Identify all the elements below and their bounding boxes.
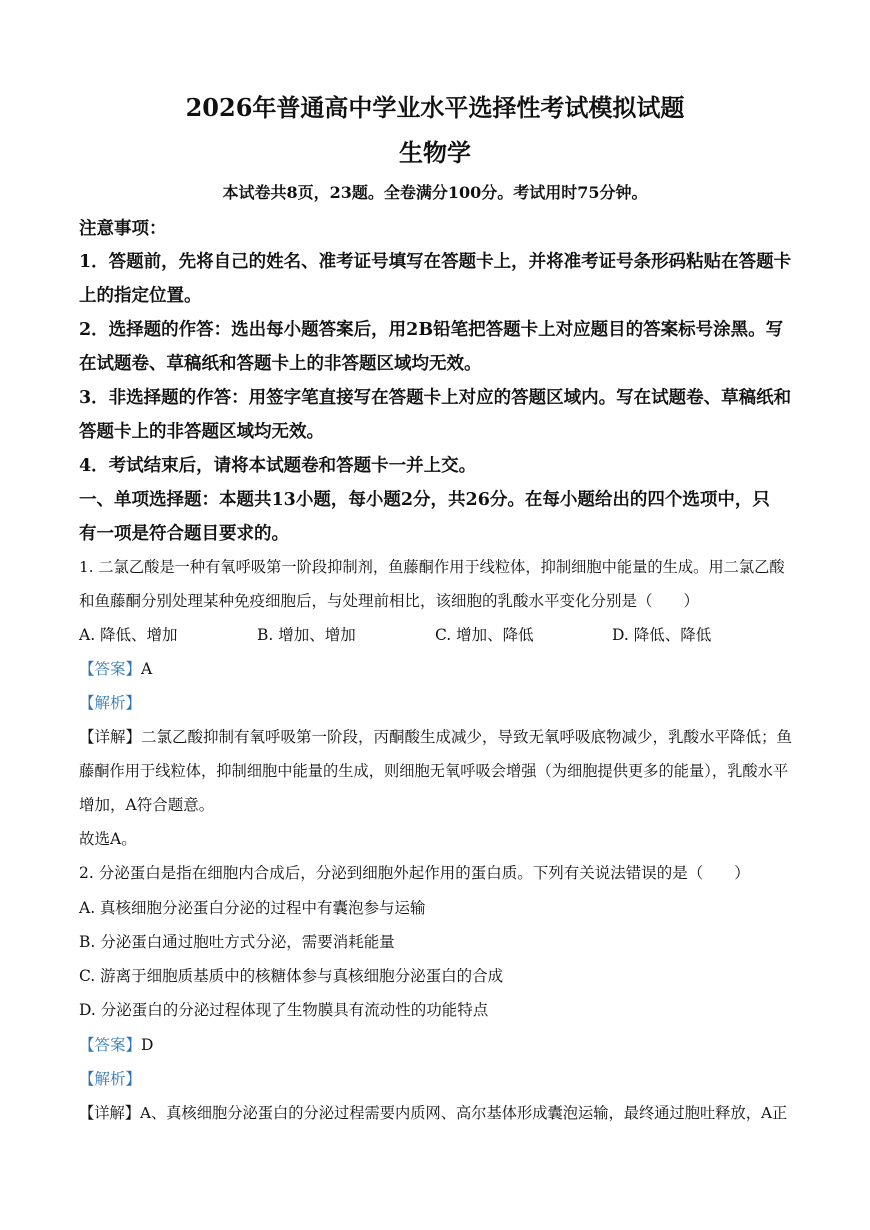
q1-stem-line: 1. 二氯乙酸是一种有氧呼吸第一阶段抑制剂，鱼藤酮作用于线粒体，抑制细胞中能量的生成。用二氯乙酸 [79,558,785,576]
detail-tag: 【详解】 [79,1104,140,1122]
notice-line: 3．非选择题的作答：用签字笔直接写在答题卡上对应的答题区域内。写在试题卷、草稿纸和 [79,388,792,408]
q2-option-b: B. 分泌蛋白通过胞吐方式分泌，需要消耗能量 [79,933,395,951]
q1-option-c: C. 增加、降低 [435,626,534,644]
notice-line: 在试题卷、草稿纸和答题卡上的非答题区域均无效。 [79,354,482,374]
notice-line: 答题卡上的非答题区域均无效。 [79,422,324,442]
q1-analysis-line [79,691,791,713]
notice-heading: 注意事项： [79,219,167,239]
q1-answer: A [141,660,153,678]
q1-stem-line: 和鱼藤酮分别处理某种免疫细胞后，与处理前相比，该细胞的乳酸水平变化分别是（ ） [79,592,700,610]
q2-option-c: C. 游离于细胞质基质中的核糖体参与真核细胞分泌蛋白的合成 [79,967,504,985]
analysis-tag: 【解析】 [79,694,142,712]
q1-option-b: B. 增加、增加 [257,626,356,644]
q1-detail-line [79,725,791,747]
q1-conclusion: 故选A。 [79,830,137,848]
q1-option-d: D. 降低、降低 [612,626,712,644]
notice-line: 1．答题前，先将自己的姓名、准考证号填写在答题卡上，并将准考证号条形码粘贴在答题卡 [79,252,792,272]
q2-stem: 2. 分泌蛋白是指在细胞内合成后，分泌到细胞外起作用的蛋白质。下列有关说法错误的是（ ） [79,864,750,882]
answer-tag: 【答案】 [79,660,142,678]
section-heading: 有一项是符合题目要求的。 [79,524,289,544]
q2-option-a: A. 真核细胞分泌蛋白分泌的过程中有囊泡参与运输 [79,899,426,917]
exam-subject: 生物学 [399,138,471,167]
notice-line: 4．考试结束后，请将本试题卷和答题卡一并上交。 [79,456,477,476]
detail-tag: 【详解】 [79,728,142,746]
q1-detail-line: 藤酮作用于线粒体，抑制细胞中能量的生成，则细胞无氧呼吸会增强（为细胞提供更多的能量），乳酸水平 [79,762,789,780]
q1-detail-text: 二氯乙酸抑制有氧呼吸第一阶段，丙酮酸生成减少，导致无氧呼吸底物减少，乳酸水平降低；鱼 [141,728,793,746]
q2-analysis-line [79,1067,791,1089]
q1-answer-line [79,657,791,679]
q2-detail-text: A、真核细胞分泌蛋白的分泌过程需要内质网、高尔基体形成囊泡运输，最终通过胞吐释放，A正 [140,1104,788,1122]
notice-line: 2．选择题的作答：选出每小题答案后，用2B铅笔把答题卡上对应题目的答案标号涂黑。写 [79,320,784,340]
notice-line: 上的指定位置。 [79,286,202,306]
exam-info: 本试卷共8页，23题。全卷满分100分。考试用时75分钟。 [222,183,648,202]
q1-detail-line: 增加，A符合题意。 [79,796,215,814]
exam-title: 2026年普通高中学业水平选择性考试模拟试题 [185,93,685,122]
q2-option-d: D. 分泌蛋白的分泌过程体现了生物膜具有流动性的功能特点 [79,1001,489,1019]
answer-tag: 【答案】 [79,1036,142,1054]
q2-detail-line [79,1101,791,1123]
analysis-tag: 【解析】 [79,1070,142,1088]
q2-answer: D [141,1036,154,1054]
q2-answer-line [79,1033,791,1055]
section-heading: 一、单项选择题：本题共13小题，每小题2分，共26分。在每小题给出的四个选项中，只 [79,490,770,510]
q1-option-a: A. 降低、增加 [79,626,178,644]
